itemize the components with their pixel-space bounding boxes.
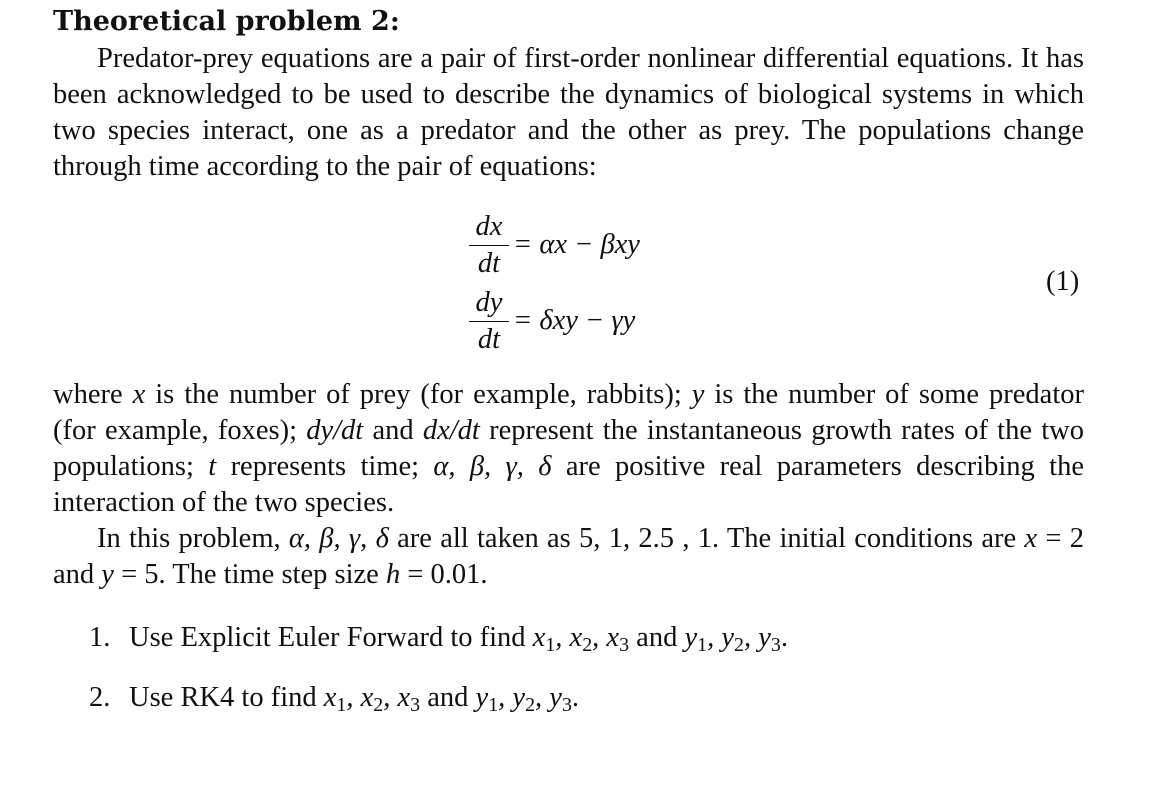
- definitions-paragraph: where x is the number of prey (for example, rabbits); y is the number of some predator (for example, foxes); dy/dt and dx/dt represent the instantaneous growth rates of the two populations; t represents time; α, β, γ, δ are positive real parameters describing the interaction of the two species.: [53, 379, 1084, 518]
- intro-paragraph: [53, 41, 1084, 185]
- intro-text: Predator-prey equations are a pair of first-order nonlinear differential equations. It has been acknowledged to be used to describe the dynamics of biological systems in which two species interact, one as a predator and the other as prey. The populations change through time according to the pair of equations:: [53, 43, 1084, 182]
- equation-number: (1): [1046, 266, 1080, 297]
- fraction-numerator: dy: [475, 287, 503, 318]
- equation-rhs: = αx − βxy: [513, 229, 640, 260]
- conditions-paragraph: In this problem, α, β, γ, δ are all taken as 5, 1, 2.5 , 1. The initial conditions are x = 2 and y = 5. The time step size h = 0.01.: [53, 523, 1084, 590]
- task-list: [89, 620, 788, 740]
- list-item: 2. Use RK4 to find $x_1$, $x_2$, $x_3$ and $y_1$, $y_2$, $y_3$.: [89, 682, 580, 716]
- list-item: 1. Use Explicit Euler Forward to find $x_1$, $x_2$, $x_3$ and $y_1$, $y_2$, $y_3$.: [89, 622, 788, 656]
- fraction-denominator: dt: [477, 248, 501, 279]
- fraction-denominator: dt: [477, 324, 501, 355]
- fraction-dy-dt: [469, 288, 509, 355]
- equation-rhs: = δxy − γy: [513, 305, 636, 336]
- fraction-numerator: dx: [475, 211, 503, 242]
- section-title: Theoretical problem 2:: [53, 6, 400, 37]
- fraction-dx-dt: [469, 212, 509, 279]
